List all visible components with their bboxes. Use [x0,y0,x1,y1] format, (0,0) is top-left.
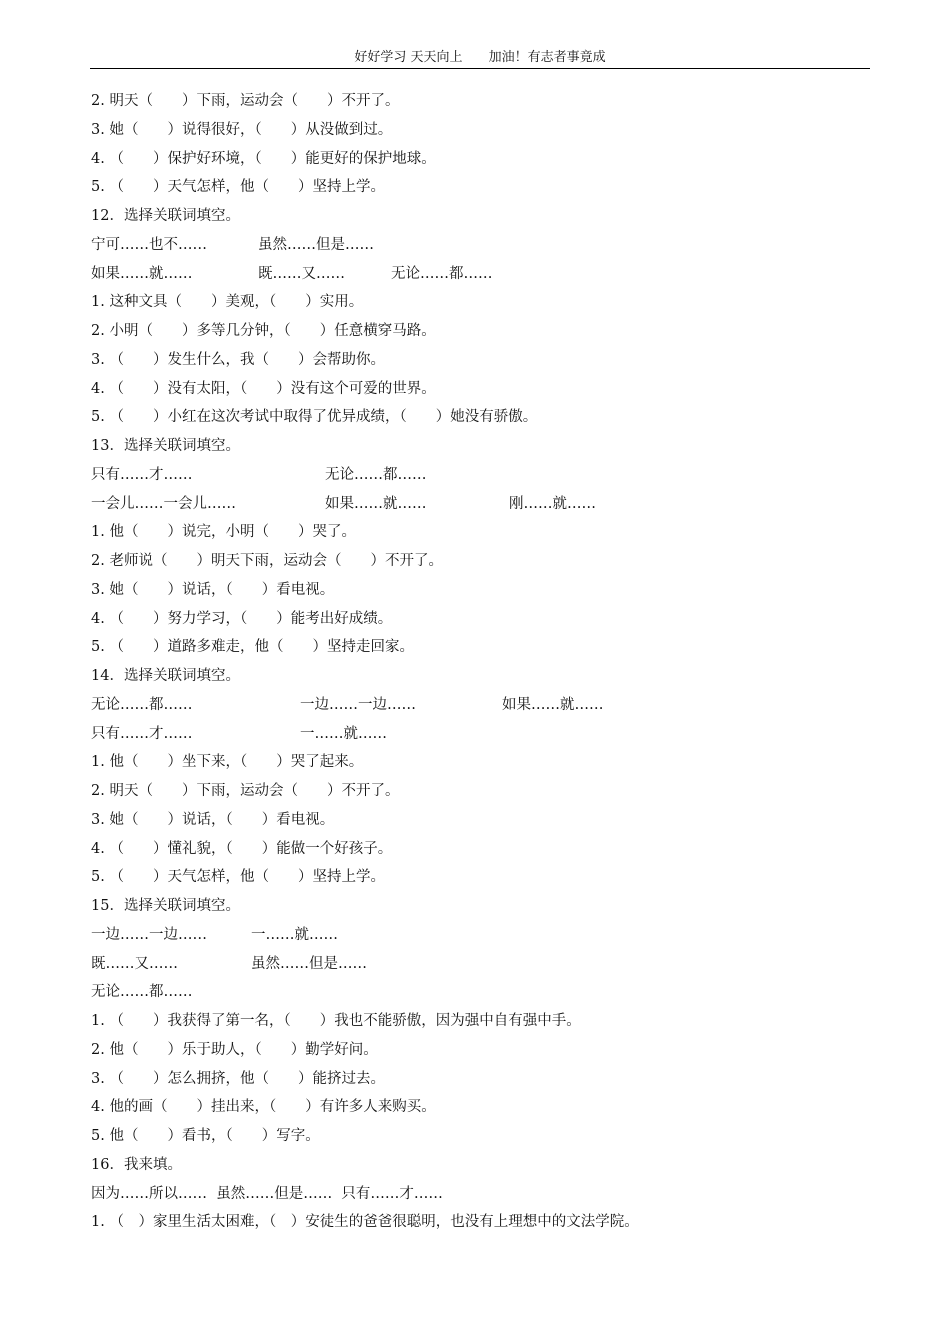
line-text: 14．选择关联词填空。 [91,668,240,684]
conjunction-option: 如果……就…… [91,265,193,282]
text-line [91,518,871,547]
text-line [91,173,871,202]
header-motto-right: 加油！有志者事竟成 [488,50,606,65]
text-line [91,748,871,777]
text-line [91,231,871,260]
text-line [91,1180,871,1209]
conjunction-option: 无论……都…… [91,696,193,713]
line-text: 16．我来填。 [91,1156,182,1173]
line-text: 4. （ ）努力学习，（ ）能考出好成绩。 [91,610,393,627]
text-line [91,1208,871,1237]
conjunction-option: 刚……就…… [509,495,596,512]
line-text: 4. 他的画（ ）挂出来，（ ）有许多人来购买。 [91,1099,436,1116]
exercise-body [91,87,871,1237]
text-line [91,346,871,375]
text-line [91,835,871,864]
line-text: 5. （ ）天气怎样，他（ ）坚持上学。 [91,869,385,886]
line-text: 2. 老师说（ ）明天下雨，运动会（ ）不开了。 [91,553,443,569]
line-text: 4. （ ）保护好环境，（ ）能更好的保护地球。 [91,150,436,167]
text-line [91,892,871,921]
text-line [91,633,871,662]
text-line [91,1036,871,1065]
line-text: 2. 小明（ ）多等几分钟，（ ）任意横穿马路。 [91,323,436,339]
conjunction-option: 既……又…… [91,955,178,972]
conjunction-option: 无论……都…… [325,466,427,483]
text-line [91,576,871,605]
text-line [91,1093,871,1122]
line-text: 1. 这种文具（ ）美观，（ ）实用。 [91,294,364,311]
line-text: 1. 他（ ）说完，小明（ ）哭了。 [91,524,356,541]
line-text: 2. 明天（ ）下雨，运动会（ ）不开了。 [91,783,400,799]
text-line [91,777,871,806]
text-line [91,145,871,174]
text-line [91,461,871,490]
text-line [91,662,871,691]
text-line [91,863,871,892]
text-line [91,87,871,116]
line-text: 12．选择关联词填空。 [91,208,240,224]
line-text: 15．选择关联词填空。 [91,898,240,914]
conjunction-option: 一边……一边…… [300,696,416,713]
text-line [91,116,871,145]
text-line [91,403,871,432]
text-line [91,1065,871,1094]
line-text: 1. 他（ ）坐下来，（ ）哭了起来。 [91,754,364,771]
line-text: 3. 她（ ）说话，（ ）看电视。 [91,811,335,828]
text-line [91,317,871,346]
text-line [91,605,871,634]
line-text: 2. 他（ ）乐于助人，（ ）勤学好问。 [91,1041,378,1058]
line-text: 3. （ ）怎么拥挤，他（ ）能挤过去。 [91,1070,385,1087]
text-line [91,490,871,519]
text-line [91,691,871,720]
line-text: 4. （ ）没有太阳，（ ）没有这个可爱的世界。 [91,380,436,397]
line-text: 5. 他（ ）看书，（ ）写字。 [91,1128,320,1144]
text-line [91,921,871,950]
conjunction-option: 一……就…… [251,926,338,943]
line-text: 1. （ ）家里生活太困难，（ ）安徒生的爸爸很聪明，也没有上理想中的文法学院。 [91,1214,639,1231]
text-line [91,375,871,404]
conjunction-option: 无论……都…… [391,265,493,282]
line-text: 1. （ ）我获得了第一名，（ ）我也不能骄傲，因为强中自有强中手。 [91,1013,581,1029]
conjunction-option: 虽然……但是…… [251,955,367,972]
conjunction-option: 只有……才…… [91,725,193,742]
conjunction-option: 如果……就…… [325,495,427,512]
line-text: 5. （ ）天气怎样，他（ ）坚持上学。 [91,179,385,196]
conjunction-option: 虽然……但是…… [258,236,374,253]
text-line [91,288,871,317]
line-text: 无论……都…… [91,984,193,1001]
line-text: 2. 明天（ ）下雨，运动会（ ）不开了。 [91,93,400,109]
line-text: 3. （ ）发生什么，我（ ）会帮助你。 [91,351,385,368]
text-line [91,720,871,749]
conjunction-option: 一……就…… [300,725,387,742]
conjunction-option: 一边……一边…… [91,926,207,943]
conjunction-option: 只有……才…… [91,466,193,483]
conjunction-option: 宁可……也不…… [91,236,207,253]
line-text: 3. 她（ ）说得很好，（ ）从没做到过。 [91,121,393,138]
header-motto-left: 好好学习 天天向上 [354,50,463,65]
text-line [91,806,871,835]
line-text: 5. （ ）道路多难走，他（ ）坚持走回家。 [91,639,414,656]
text-line [91,978,871,1007]
text-line [91,1151,871,1180]
text-line [91,260,871,289]
text-line [91,202,871,231]
page-header [90,50,870,69]
text-line [91,1122,871,1151]
conjunction-option: 如果……就…… [502,696,604,713]
text-line [91,432,871,461]
text-line [91,1007,871,1036]
line-text: 4. （ ）懂礼貌，（ ）能做一个好孩子。 [91,840,393,857]
text-line [91,547,871,576]
conjunction-option: 一会儿……一会儿…… [91,495,236,512]
line-text: 3. 她（ ）说话，（ ）看电视。 [91,581,335,598]
conjunction-option: 既……又…… [258,265,345,282]
line-text: 13．选择关联词填空。 [91,438,240,454]
text-line [91,950,871,979]
line-text: 因为……所以…… 虽然……但是…… 只有……才…… [91,1185,443,1202]
line-text: 5. （ ）小红在这次考试中取得了优异成绩，（ ）她没有骄傲。 [91,409,538,426]
